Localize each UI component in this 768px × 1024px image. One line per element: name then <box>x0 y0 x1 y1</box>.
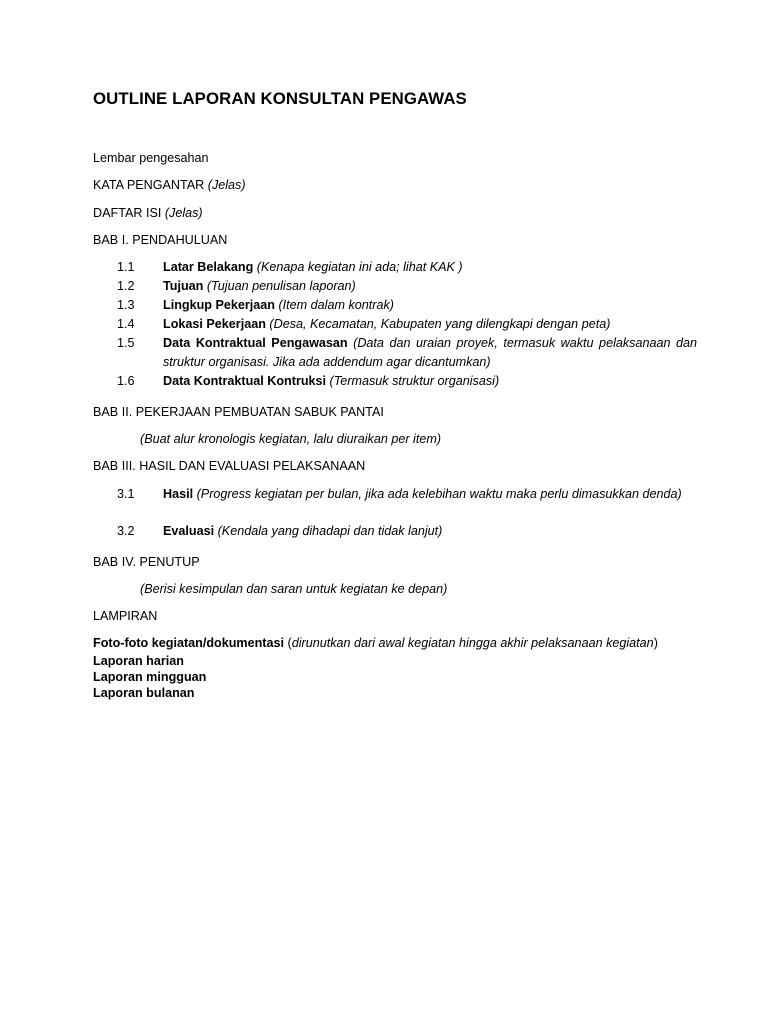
lampiran-item: Laporan harian <box>93 654 184 668</box>
item-number: 1.1 <box>117 260 135 274</box>
bab4-note-text: (Berisi kesimpulan dan saran untuk kegiatan ke depan) <box>140 582 448 596</box>
document-title: OUTLINE LAPORAN KONSULTAN PENGAWAS <box>93 89 467 108</box>
daftar-isi-note: (Jelas) <box>164 206 203 220</box>
item-label: Lokasi Pekerjaan <box>163 317 266 331</box>
daftar-isi-label: DAFTAR ISI <box>93 206 162 220</box>
item-number: 3.2 <box>117 524 135 538</box>
item-number: 1.4 <box>117 317 135 331</box>
bab3-item <box>117 522 697 541</box>
bab4-note <box>140 580 674 599</box>
bab2-note-text: (Buat alur kronologis kegiatan, lalu diuraikan per item) <box>140 432 442 446</box>
lembar-pengesahan: Lembar pengesahan <box>93 151 209 165</box>
bab1-item <box>117 334 698 372</box>
item-label: Tujuan <box>163 279 204 293</box>
kata-pengantar-note: (Jelas) <box>207 178 246 192</box>
kata-pengantar <box>93 176 246 195</box>
item-label: Data Kontraktual Kontruksi <box>163 374 327 388</box>
bab3-heading: BAB III. HASIL DAN EVALUASI PELAKSANAAN <box>93 459 366 473</box>
lampiran-item: Laporan bulanan <box>93 686 195 700</box>
item-label: Latar Belakang <box>163 260 254 274</box>
item-number: 1.2 <box>117 279 135 293</box>
lampiran-foto-open: ( <box>287 636 292 650</box>
lampiran-foto <box>93 634 658 653</box>
bab4-heading: BAB IV. PENUTUP <box>93 555 200 569</box>
item-number: 3.1 <box>117 487 135 501</box>
bab2-heading: BAB II. PEKERJAAN PEMBUATAN SABUK PANTAI <box>93 405 384 419</box>
item-number: 1.5 <box>117 336 135 350</box>
item-note: (Progress kegiatan per bulan, jika ada kelebihan waktu maka perlu dimasukkan denda) <box>196 487 682 501</box>
bab1-item <box>117 372 697 391</box>
item-number: 1.6 <box>117 374 135 388</box>
item-label: Lingkup Pekerjaan <box>163 298 275 312</box>
item-number: 1.3 <box>117 298 135 312</box>
item-label: Data Kontraktual Pengawasan <box>163 336 348 350</box>
bab1-item <box>117 315 697 334</box>
bab1-heading: BAB I. PENDAHULUAN <box>93 233 228 247</box>
item-note: (Data dan uraian proyek, termasuk waktu pelaksanaan dan struktur organisasi. Jika ada addendum agar dicantumkan) <box>163 336 698 369</box>
lampiran-item: Laporan mingguan <box>93 670 207 684</box>
bab3-item <box>117 485 697 504</box>
bab1-item <box>117 277 697 296</box>
lampiran-foto-label: Foto-foto kegiatan/dokumentasi <box>93 636 285 650</box>
bab1-item <box>117 296 697 315</box>
item-note: (Item dalam kontrak) <box>278 298 394 312</box>
lampiran-heading: LAMPIRAN <box>93 609 158 623</box>
item-label: Hasil <box>163 487 194 501</box>
lampiran-foto-note: dirunutkan dari awal kegiatan hingga akhir pelaksanaan kegiatan <box>291 636 654 650</box>
item-note: (Kenapa kegiatan ini ada; lihat KAK ) <box>256 260 463 274</box>
bab2-note <box>140 430 674 449</box>
item-note: (Termasuk struktur organisasi) <box>329 374 500 388</box>
item-label: Evaluasi <box>163 524 215 538</box>
item-note: (Tujuan penulisan laporan) <box>206 279 356 293</box>
kata-pengantar-label: KATA PENGANTAR <box>93 178 205 192</box>
item-note: (Desa, Kecamatan, Kabupaten yang dilengkapi dengan peta) <box>269 317 611 331</box>
bab1-item <box>117 258 697 277</box>
lampiran-foto-close: ) <box>653 636 658 650</box>
item-note: (Kendala yang dihadapi dan tidak lanjut) <box>217 524 443 538</box>
daftar-isi <box>93 204 203 223</box>
